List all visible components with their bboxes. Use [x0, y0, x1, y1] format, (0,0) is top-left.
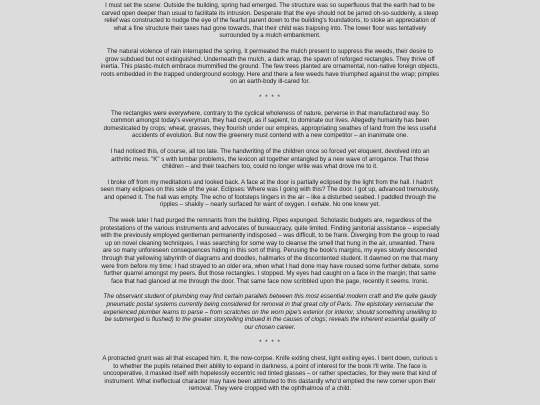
- section-separator: * * * *: [259, 93, 281, 101]
- paragraph-purge: The week later I had purged the remnants from the building. Pipes expunged. Scholastic budgets are, regardless of the protestations of the various instruments and advocates of bureaucracy, quite limited. Finding janitorial assistance – especially with the previously employed gentleman permanently indisposed – was difficult, to be frank. Diverging from the group to read up on novel cleaning techniques, I was searching for some way to cleanse the smell that hung in the air, unwanted. There are so many unforeseen consequences hiding in this sort of thing. Perusing the book's margins, my eyes slowly descended through that yellowing labyrinth of diagrams and doodles, hallmarks of the discontented student. It dawned on me that many were from before my time; I had strayed to an older era, when what I had done may have roused some further debate, some further quarrel amongst my peers. But those rectangles. I stopped. My eyes had caught on a face in the margin; that same face that had glanced at me through the door. That same face now scribbled upon the page, recently it seems. Ironic.: [100, 217, 440, 285]
- paragraph-handwriting: I had noticed this, of course, all too late. The handwriting of the children once so forced yet eloquent, devolved into an arthritic mess. "K" s with lumbar problems, the lexicon all together entangled by a new wave of arrogance. That those children – and their teachers too, could no longer write was what drove me to it.: [110, 147, 430, 171]
- paragraph-plumbing-quote: The observant student of plumbing may find certain parallels between this most essential modern craft and the quite gaudy pneumatic postal systems currently being considered for removal in that great city of Paris. The epistolary vernacular the experienced plumber learns to parse – from scratches on the worn pipe's exterior (or interior, should something unwilling to be submerged is flushed) to the greater storytelling imbued in the causes of clogs; reveals the inherent essential quality of our chosen career.: [103, 293, 437, 331]
- paragraph-rectangles: The rectangles were everywhere, contrary to the cyclical wholeness of nature, perverse in that manufactured way. So common amongst today's everyman, they had crept, as if sapient, to dominate our lives. Allegedly humanity has been domesticated by crops; wheat, grasses, they flourish under our empires, appropriating swathes of land from the less useful accidents of evolution. But now the greenery must contend with a new competitor – an inanimate one.: [103, 109, 437, 140]
- paragraph-rain: The natural violence of rain interrupted the spring. It permeated the mulch present to suppress the weeds, their desire to grow subdued but not extinguished. Underneath the mulch, a dark wrap, the spawn of reforged rectangles. They thrive off inertia. This plastic-mulch embrace mummified the ground. The few trees planted are ornamental, non-native foreign objects, roots embedded in the trapped underground ecology. Here and there a few weeds have triumphed against the wrap; pimples on an earth-body ill-cared for.: [100, 47, 440, 86]
- document-text: [100, 2, 440, 401]
- paragraph-grunt: A protracted grunt was all that escaped him. It, the now-corpse. Knife exiting chest, light exiting eyes. I bent down, curious s to whether the pupils retained their ability to expand in darkness, a point of interest for the book I'll write. The face is uncooperative, it masked itself with hopelessly eccentric red tinted glasses – or rather spectacles, for they were that kind of instrument. What ineffectual character may have been attributed to this dastardly who'd emptied the new comer upon their removal. They were cropped with the ophthalmoa of a child.: [102, 354, 438, 393]
- section-separator: * * * *: [259, 339, 281, 347]
- paragraph-door: I broke off from my meditations and looked back. A face at the door is partially eclipsed by the light from the hall. I hadn't seen many eclipses on this side of the year. Eclipses: Where was I going with this? The door. I got up, advanced tremulously, and opened it. The hall was empty. The echo of footsteps lingers in the air – like a disturbed seabed. I paddled through the ripples – shakily – nearly surfaced for want of oxygen. I exhale. No one knew yet.: [100, 178, 440, 209]
- paragraph-scene: I must set the scene: Outside the building, spring had emerged. The structure was so superfluous that the earth had to be carved open deeper than usual to facilitate its intrusion. Desperate that the eye should not be jarred oh-so-suddenly, a steep relief was constructed to nudge the eye of the fearful parent down to the building's foundations, to stoke an appreciation of what a fine structure their taxes had gone towards, that their child was traipsing into. The lower floor was tentatively surrounded by a mulch embankment.: [101, 2, 439, 40]
